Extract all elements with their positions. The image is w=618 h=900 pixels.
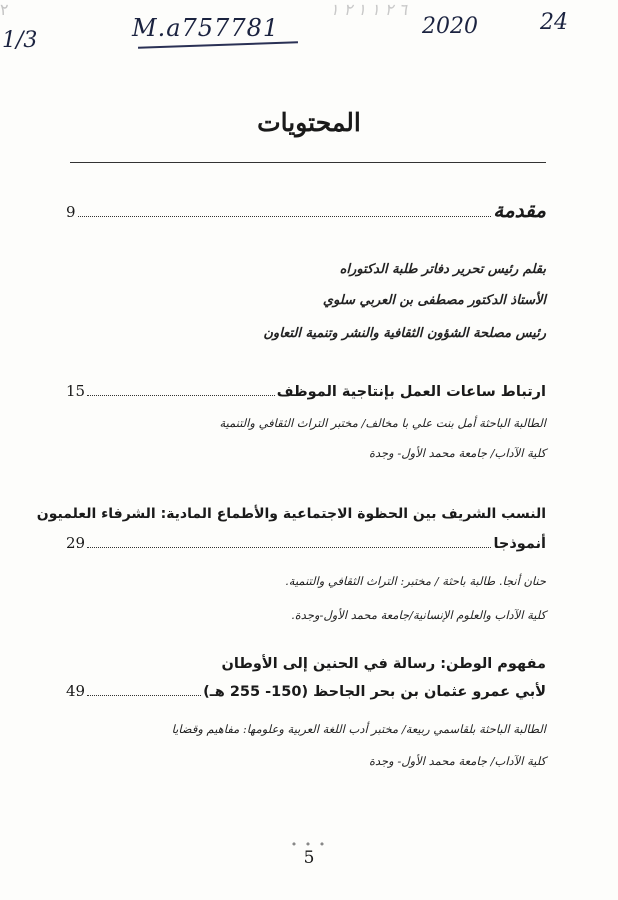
author-line: الطالبة الباحثة أمل بنت علي با مخالف/ مختبر التراث الثقافي والتنمية: [219, 416, 546, 430]
dot-leader: [87, 685, 201, 696]
entry-title: النسب الشريف بين الحظوة الاجتماعية والأطماع المادية: الشرفاء العلميون: [36, 506, 546, 522]
entry-title: مقدمة: [493, 198, 546, 222]
page-number: 49: [66, 682, 86, 700]
page-number-footer: 5: [303, 848, 315, 868]
toc-entry-homeland-concept: [66, 656, 546, 768]
page-number: 29: [66, 534, 86, 552]
dot-leader: [87, 537, 491, 548]
handwritten-underline: [138, 41, 298, 49]
author-line: بقلم رئيس تحرير دفاتر طلبة الدكتوراه: [339, 262, 546, 277]
author-line: حنان أنجا. طالبة باحثة / مختبر: التراث الثقافي والتنمية.: [285, 574, 546, 588]
page-title: المحتويات: [257, 108, 361, 137]
handwritten-year: 2020: [422, 14, 478, 39]
handwritten-id: M.a757781: [132, 14, 280, 42]
dot-leader: [78, 206, 492, 217]
handwritten-fraction: 1/3: [2, 28, 38, 53]
dot-leader: [87, 385, 275, 396]
entry-title-continued: لأبي عمرو عثمان بن بحر الجاحظ (150- 255 هـ): [203, 684, 546, 700]
toc-entry-noble-lineage: [36, 506, 546, 622]
toc-title-line: [66, 382, 546, 400]
author-line: كلية الآداب/ جامعة محمد الأول- وجدة: [369, 754, 546, 768]
author-line: كلية الآداب/ جامعة محمد الأول- وجدة: [369, 446, 546, 460]
author-line: رئيس مصلحة الشؤون الثقافية والنشر وتنمية التعاون: [263, 326, 546, 341]
author-line: كلية الآداب والعلوم الإنسانية/جامعة محمد الأول-وجدة.: [291, 608, 546, 622]
title-rule: [70, 162, 546, 163]
faint-mark-top: ٦ ٢ ١ ١ ٢ ١: [330, 0, 408, 19]
page-number: 15: [66, 382, 86, 400]
entry-title: ارتباط ساعات العمل بإنتاجية الموظف: [276, 384, 546, 400]
toc-title-line: [66, 198, 546, 222]
faint-mark-left: ٢: [0, 0, 9, 19]
toc-title-line: [66, 534, 546, 552]
entry-title-continued: أنموذجا: [493, 536, 546, 552]
footer-ornament: • • •: [290, 838, 328, 851]
toc-title-line: [66, 682, 546, 700]
toc-entry-introduction: [66, 198, 546, 341]
author-line: الطالبة الباحثة بلقاسمي ربيعة/ مختبر أدب اللغة العربية وعلومها: مفاهيم وقضايا: [171, 722, 546, 736]
author-line: الأستاذ الدكتور مصطفى بن العربي سلوي: [322, 293, 546, 308]
handwritten-number: 24: [540, 10, 568, 35]
toc-entry-working-hours: [66, 382, 546, 460]
page-number: 9: [66, 203, 76, 221]
entry-title: مفهوم الوطن: رسالة في الحنين إلى الأوطان: [221, 656, 546, 672]
